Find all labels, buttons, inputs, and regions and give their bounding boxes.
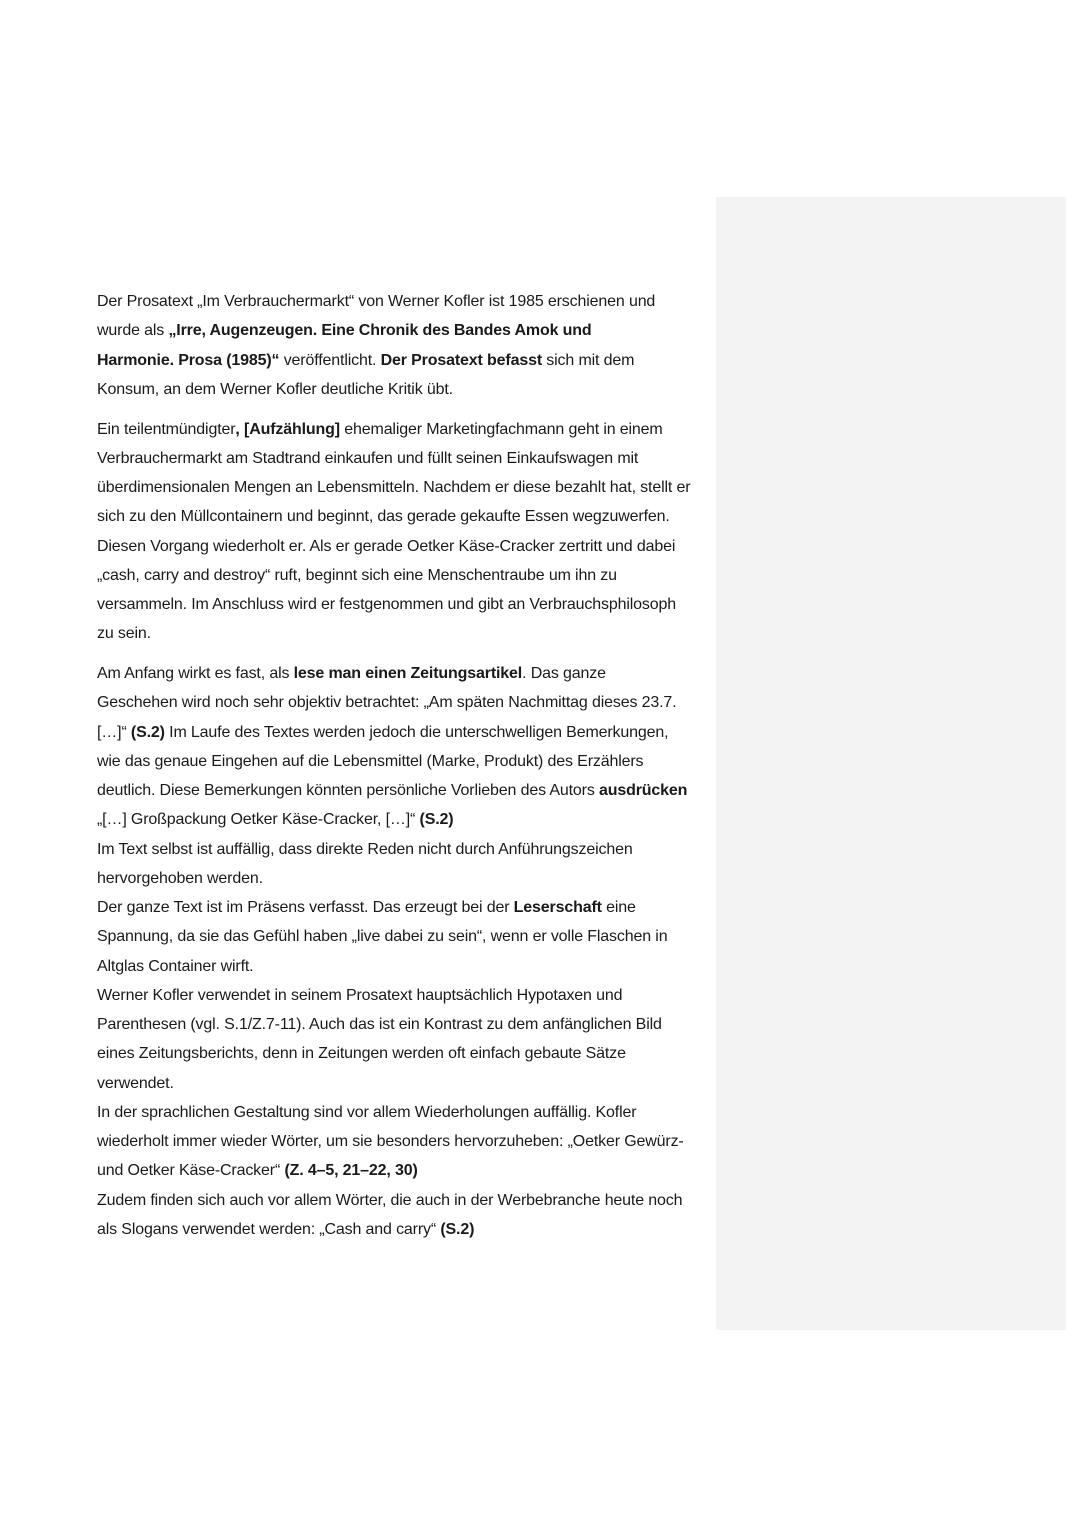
bold-text-run: Leserschaft	[513, 899, 602, 916]
bold-text-run: , [Aufzählung]	[235, 420, 340, 438]
text-line	[97, 864, 712, 893]
text-run: hervorgehoben werden.	[97, 869, 263, 887]
text-run: Altglas Container wirft.	[97, 957, 254, 975]
text-line	[97, 473, 712, 502]
text-line	[97, 952, 712, 981]
text-line	[97, 502, 712, 531]
text-run: deutlich. Diese Bemerkungen könnten persönliche Vorlieben des Autors	[97, 782, 599, 799]
paragraph	[97, 659, 712, 1244]
text-line	[97, 375, 712, 404]
text-run: Verbrauchermarkt am Stadtrand einkaufen und füllt seinen Einkaufswagen mit	[97, 449, 639, 467]
bold-text-run: lese man einen Zeitungsartikel	[293, 665, 523, 682]
text-run: Parenthesen (vgl. S.1/Z.7-11). Auch das ist ein Kontrast zu dem anfänglichen Bild	[97, 1016, 662, 1033]
text-run: eines Zeitungsberichts, denn in Zeitungen werden oft einfach gebaute Sätze	[97, 1045, 626, 1063]
text-line	[97, 444, 712, 473]
text-line	[97, 590, 712, 619]
text-line	[97, 415, 712, 444]
bold-text-run: ausdrücken	[598, 782, 688, 799]
text-run: In der sprachlichen Gestaltung sind vor allem Wiederholungen auffällig. Kofler	[97, 1103, 637, 1121]
text-run: Im Laufe des Textes werden jedoch die unterschwelligen Bemerkungen,	[164, 723, 669, 741]
text-line	[97, 835, 712, 864]
text-line	[97, 1215, 712, 1244]
paragraph	[97, 287, 712, 404]
bold-text-run: Der Prosatext befasst	[380, 351, 542, 369]
text-line	[97, 747, 712, 776]
bold-text-run: „Irre, Augenzeugen. Eine Chronik des Bandes Amok und	[168, 322, 592, 340]
text-run: Der ganze Text ist im Präsens verfasst. Das erzeugt bei der	[97, 899, 514, 916]
text-run: wiederholt immer wieder Wörter, um sie besonders hervorzuheben: „Oetker Gewürz-	[97, 1133, 684, 1150]
text-run: „cash, carry and destroy“ ruft, beginnt sich eine Menschentraube um ihn zu	[97, 566, 617, 584]
text-run: veröffentlicht.	[279, 351, 381, 369]
text-run: . Das ganze	[522, 665, 606, 682]
document-body	[97, 287, 712, 1255]
text-run: sich mit dem	[542, 351, 635, 369]
text-run: wurde als	[97, 322, 169, 340]
text-line	[97, 316, 712, 345]
bold-text-run: (S.2)	[419, 811, 454, 829]
text-run: verwendet.	[97, 1074, 174, 1092]
text-line	[97, 922, 712, 951]
text-line	[97, 619, 712, 648]
text-line	[97, 1010, 712, 1039]
text-line	[97, 346, 712, 375]
text-run: Werner Kofler verwendet in seinem Prosatext hauptsächlich Hypotaxen und	[97, 986, 623, 1004]
text-run: Im Text selbst ist auffällig, dass direkte Reden nicht durch Anführungszeichen	[97, 840, 633, 858]
text-line	[97, 1098, 712, 1127]
comment-margin-pane	[716, 197, 1066, 1330]
text-run: Zudem finden sich auch vor allem Wörter, die auch in der Werbebranche heute noch	[97, 1191, 683, 1209]
bold-text-run: Harmonie. Prosa (1985)“	[97, 351, 280, 369]
text-line	[97, 561, 712, 590]
text-run: als Slogans verwendet werden: „Cash and carry“	[97, 1220, 441, 1238]
text-line	[97, 805, 712, 834]
text-line	[97, 1186, 712, 1215]
text-run: Spannung, da sie das Gefühl haben „live dabei zu sein“, wenn er volle Flaschen in	[97, 928, 668, 946]
bold-text-run: (S.2)	[130, 723, 165, 741]
text-run: „[…] Großpackung Oetker Käse-Cracker, […]“	[97, 811, 420, 829]
text-run: wie das genaue Eingehen auf die Lebensmittel (Marke, Produkt) des Erzählers	[97, 752, 644, 770]
text-run: zu sein.	[97, 625, 151, 643]
text-line	[97, 287, 712, 316]
text-run: Diesen Vorgang wiederholt er. Als er gerade Oetker Käse-Cracker zertritt und dabei	[97, 537, 676, 555]
text-run: sich zu den Müllcontainern und beginnt, das gerade gekaufte Essen wegzuwerfen.	[97, 508, 670, 526]
text-line	[97, 981, 712, 1010]
text-line	[97, 776, 712, 805]
text-run: eine	[601, 899, 636, 916]
text-run: Ein teilentmündigter	[97, 420, 236, 438]
bold-text-run: (S.2)	[440, 1220, 475, 1238]
text-run: überdimensionalen Mengen an Lebensmitteln. Nachdem er diese bezahlt hat, stellt er	[97, 479, 691, 496]
text-run: Geschehen wird noch sehr objektiv betrachtet: „Am späten Nachmittag dieses 23.7.	[97, 694, 677, 712]
text-run: Am Anfang wirkt es fast, als	[97, 665, 294, 682]
text-line	[97, 718, 712, 747]
text-line	[97, 659, 712, 688]
text-run: ehemaliger Marketingfachmann geht in einem	[339, 420, 663, 438]
text-line	[97, 688, 712, 717]
text-line	[97, 1127, 712, 1156]
text-run: versammeln. Im Anschluss wird er festgenommen und gibt an Verbrauchsphilosoph	[97, 596, 676, 613]
text-line	[97, 1039, 712, 1068]
text-line	[97, 1156, 712, 1185]
bold-text-run: (Z. 4–5, 21–22, 30)	[284, 1162, 418, 1180]
text-line	[97, 1069, 712, 1098]
text-run: und Oetker Käse-Cracker“	[97, 1162, 285, 1180]
text-run: […]“	[97, 723, 131, 741]
text-run: Der Prosatext „Im Verbrauchermarkt“ von Werner Kofler ist 1985 erschienen und	[97, 293, 656, 310]
paragraph	[97, 415, 712, 649]
text-run: Konsum, an dem Werner Kofler deutliche Kritik übt.	[97, 380, 453, 398]
text-line	[97, 893, 712, 922]
text-line	[97, 532, 712, 561]
